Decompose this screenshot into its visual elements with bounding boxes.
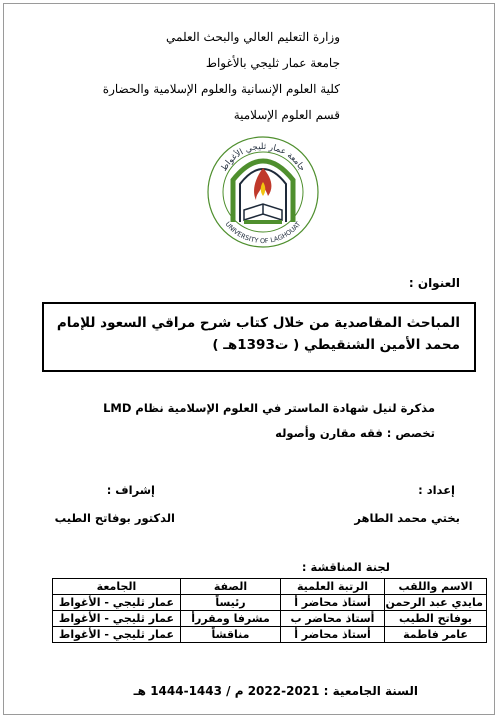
table-row bbox=[53, 595, 487, 611]
member-rank: أستاذ محاضر أ bbox=[281, 627, 385, 643]
prepared-by-name: بختي محمد الطاهر bbox=[354, 511, 460, 525]
member-role: مناقشاً bbox=[181, 627, 281, 643]
header-university: الجامعة bbox=[53, 579, 181, 595]
department-line: قسم العلوم الإسلامية bbox=[233, 108, 340, 122]
table-row bbox=[53, 611, 487, 627]
committee-label: لجنة المناقشة : bbox=[301, 560, 390, 574]
seal-bottom-text: UNIVERSITY OF LAGHOUAT bbox=[223, 220, 303, 246]
thesis-title-box bbox=[42, 302, 476, 372]
supervisor-name: الدكتور بوفاتح الطيب bbox=[54, 511, 175, 525]
academic-year: السنة الجامعية : 2021-2022 م / 1443-1444 هـ bbox=[133, 684, 418, 698]
ministry-line: وزارة التعليم العالي والبحث العلمي bbox=[166, 30, 340, 44]
prepared-by-label: إعداد : bbox=[418, 483, 455, 497]
university-line: جامعة عمار ثليجي بالأغواط bbox=[205, 56, 340, 70]
header-role: الصفة bbox=[181, 579, 281, 595]
university-seal-icon bbox=[198, 130, 328, 250]
thesis-title-line1: المباحث المقاصدية من خلال كتاب شرح مراقي السعود للإمام bbox=[56, 315, 460, 331]
member-university: عمار ثليجي - الأغواط bbox=[53, 611, 181, 627]
thesis-title-line2: محمد الأمين الشنقيطي ( ت1393هـ ) bbox=[212, 337, 460, 353]
header-name: الاسم واللقب bbox=[385, 579, 487, 595]
member-role: رئيساً bbox=[181, 595, 281, 611]
specialty-line: تخصص : فقه مقارن وأصوله bbox=[275, 426, 435, 440]
faculty-line: كلية العلوم الإنسانية والعلوم الإسلامية والحضارة bbox=[102, 82, 340, 96]
member-university: عمار ثليجي - الأغواط bbox=[53, 595, 181, 611]
committee-header-row bbox=[53, 579, 487, 595]
member-university: عمار ثليجي - الأغواط bbox=[53, 627, 181, 643]
member-name: بوفاتح الطيب bbox=[385, 611, 487, 627]
supervision-label: إشراف : bbox=[106, 483, 155, 497]
degree-statement: مذكرة لنيل شهادة الماستر في العلوم الإسلامية نظام LMD bbox=[103, 401, 435, 415]
committee-table bbox=[52, 578, 487, 643]
table-row bbox=[53, 627, 487, 643]
member-name: عامر فاطمة bbox=[385, 627, 487, 643]
header-rank: الرتبة العلمية bbox=[281, 579, 385, 595]
member-rank: أستاذ محاضر ب bbox=[281, 611, 385, 627]
title-label: العنوان : bbox=[408, 276, 460, 290]
member-rank: أستاذ محاضر أ bbox=[281, 595, 385, 611]
member-role: مشرفا ومقررأ bbox=[181, 611, 281, 627]
seal-top-text: جامعة عمار ثليجي الأغواط bbox=[219, 141, 307, 174]
member-name: مايدي عبد الرحمن bbox=[385, 595, 487, 611]
